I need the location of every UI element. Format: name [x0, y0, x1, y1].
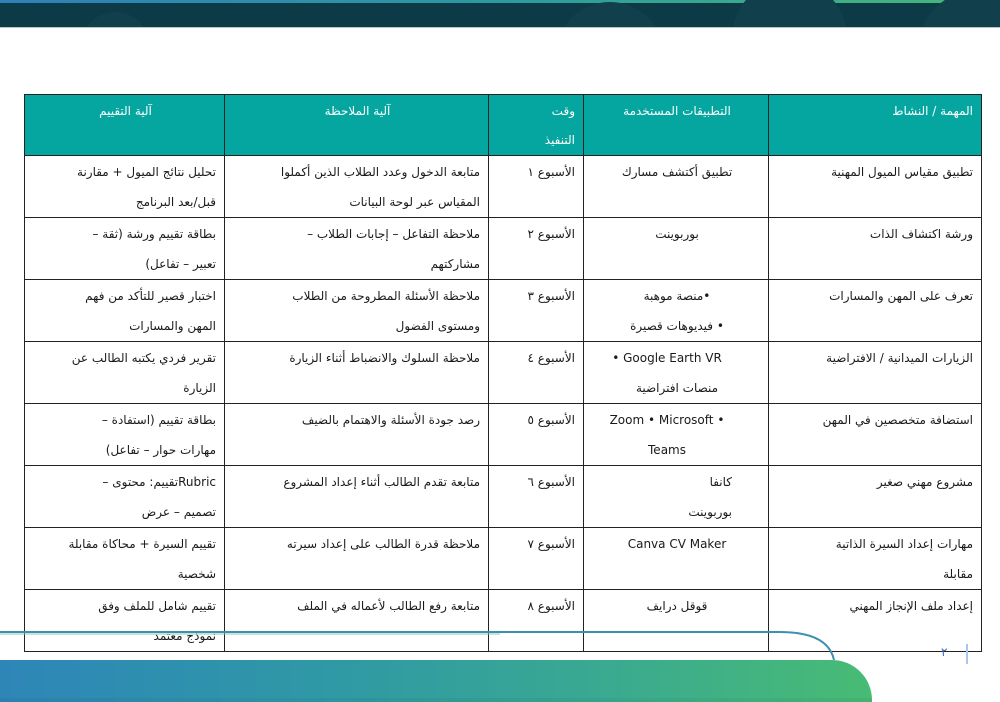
cell-evaluation-line: قبل/بعد البرنامج	[135, 195, 216, 209]
table-row	[25, 156, 982, 218]
cell-apps-line: Google Earth VR •	[612, 351, 722, 365]
header-decor-circle	[555, 2, 665, 27]
table-row	[25, 218, 982, 280]
page-number-divider	[966, 644, 968, 664]
cell-time: الأسبوع ٧	[489, 528, 584, 590]
cell-task-line: إعداد ملف الإنجاز المهني	[849, 599, 973, 613]
cell-observation	[225, 218, 489, 280]
cell-apps	[584, 404, 769, 466]
cell-observation-line: رصد جودة الأسئلة والاهتمام بالضيف	[301, 413, 480, 427]
table-row	[25, 466, 982, 528]
header-task: المهمة / النشاط	[769, 95, 982, 156]
cell-observation-line: متابعة الدخول وعدد الطلاب الذين أكملوا	[280, 165, 480, 179]
cell-task	[769, 528, 982, 590]
cell-task-line: مقابلة	[943, 567, 973, 581]
cell-task	[769, 342, 982, 404]
header-decor-circle	[732, 0, 847, 27]
cell-evaluation-line: نموذج معتمد	[153, 629, 216, 643]
header-time-line1: وقت	[551, 104, 575, 118]
footer-gradient-band	[0, 660, 872, 702]
cell-apps-line: Canva CV Maker	[627, 537, 727, 551]
cell-observation-line: ملاحظة قدرة الطالب على إعداد سيرته	[286, 537, 480, 551]
cell-observation	[225, 280, 489, 342]
cell-apps-line: قوقل درايف	[646, 599, 708, 613]
cell-observation	[225, 404, 489, 466]
table-row	[25, 342, 982, 404]
cell-observation-line: متابعة رفع الطالب لأعماله في الملف	[297, 599, 480, 613]
cell-task-line: تعرف على المهن والمسارات	[829, 289, 973, 303]
cell-evaluation-line: مهارات حوار – تفاعل)	[105, 443, 216, 457]
cell-apps-line: منصات افتراضية	[635, 381, 719, 395]
cell-apps-line: كانفا	[709, 475, 732, 489]
cell-evaluation-line: المهن والمسارات	[129, 319, 216, 333]
cell-observation	[225, 528, 489, 590]
cell-observation	[225, 466, 489, 528]
cell-evaluation-line: تقرير فردي يكتبه الطالب عن	[71, 351, 216, 365]
cell-observation	[225, 342, 489, 404]
cell-evaluation-line: تعبير – تفاعل)	[145, 257, 216, 271]
cell-observation-line: مشاركتهم	[430, 257, 480, 271]
cell-time: الأسبوع ٥	[489, 404, 584, 466]
cell-time: الأسبوع ٤	[489, 342, 584, 404]
cell-task	[769, 404, 982, 466]
cell-observation	[225, 156, 489, 218]
cell-task-line: تطبيق مقياس الميول المهنية	[831, 165, 973, 179]
cell-task	[769, 280, 982, 342]
header-evaluation-label: آلية التقييم	[99, 104, 152, 118]
cell-time: الأسبوع ٨	[489, 590, 584, 652]
cell-task-line: مهارات إعداد السيرة الذاتية	[835, 537, 973, 551]
activities-table	[24, 94, 982, 652]
table-header-row	[25, 95, 982, 156]
header-evaluation	[25, 95, 225, 156]
cell-evaluation-line: الزيارة	[183, 381, 216, 395]
cell-observation-line: ملاحظة التفاعل – إجابات الطلاب –	[307, 227, 480, 241]
cell-task-line: استضافة متخصصين في المهن	[822, 413, 973, 427]
cell-evaluation	[25, 218, 225, 280]
cell-evaluation-line: شخصية	[177, 567, 216, 581]
cell-observation-line: المقياس عبر لوحة البيانات	[349, 195, 480, 209]
cell-apps	[584, 466, 769, 528]
cell-apps-line: • فيديوهات قصيرة	[630, 319, 724, 333]
header-time	[489, 95, 584, 156]
cell-observation-line: متابعة تقدم الطالب أثناء إعداد المشروع	[283, 475, 480, 489]
cell-evaluation-line: تحليل نتائج الميول + مقارنة	[77, 165, 216, 179]
cell-apps	[584, 156, 769, 218]
cell-evaluation	[25, 280, 225, 342]
cell-observation-line: ومستوى الفضول	[395, 319, 480, 333]
decorative-curve-line	[0, 630, 840, 660]
header-divider	[0, 27, 1000, 28]
cell-observation-line: ملاحظة السلوك والانضباط أثناء الزيارة	[289, 351, 480, 365]
cell-evaluation-line: Rubricتقييم: محتوى –	[102, 475, 216, 489]
cell-apps-line: Teams	[648, 443, 686, 457]
table-row	[25, 404, 982, 466]
cell-time: الأسبوع ١	[489, 156, 584, 218]
cell-apps	[584, 528, 769, 590]
cell-time: الأسبوع ٣	[489, 280, 584, 342]
cell-task	[769, 218, 982, 280]
cell-time: الأسبوع ٦	[489, 466, 584, 528]
cell-evaluation-line: بطاقة تقييم ورشة (ثقة –	[92, 227, 216, 241]
cell-apps	[584, 342, 769, 404]
header-gradient-stripe	[0, 0, 1000, 3]
cell-task	[769, 156, 982, 218]
cell-task-line: الزيارات الميدانية / الافتراضية	[826, 351, 973, 365]
cell-time: الأسبوع ٢	[489, 218, 584, 280]
header-decor-circle	[80, 12, 150, 27]
cell-apps	[584, 218, 769, 280]
cell-observation-line: ملاحظة الأسئلة المطروحة من الطلاب	[292, 289, 480, 303]
cell-apps-line: تطبيق أكتشف مسارك	[621, 165, 733, 179]
cell-evaluation-line: تقييم السيرة + محاكاة مقابلة	[68, 537, 216, 551]
cell-task-line: مشروع مهني صغير	[876, 475, 973, 489]
cell-apps-line: بوربوينت	[688, 505, 732, 519]
header-observation	[225, 95, 489, 156]
cell-evaluation	[25, 342, 225, 404]
footer-shadow	[0, 698, 872, 702]
cell-task	[769, 466, 982, 528]
header-time-line2: التنفيذ	[544, 133, 575, 147]
cell-evaluation	[25, 156, 225, 218]
cell-evaluation-line: بطاقة تقييم (استفادة –	[101, 413, 216, 427]
header-decor-circle	[918, 0, 1000, 27]
cell-apps-line: • Zoom • Microsoft	[609, 413, 725, 427]
cell-evaluation	[25, 404, 225, 466]
header-observation-label: آلية الملاحظة	[324, 104, 391, 118]
header-apps-label: التطبيقات المستخدمة	[623, 104, 731, 118]
cell-apps-line: بوربوينت	[655, 227, 699, 241]
page-header-band	[0, 0, 1000, 27]
cell-evaluation-line: تصميم – عرض	[141, 505, 216, 519]
cell-evaluation-line: تقييم شامل للملف وفق	[98, 599, 216, 613]
cell-evaluation	[25, 466, 225, 528]
table-row	[25, 280, 982, 342]
cell-evaluation-line: اختبار قصير للتأكد من فهم	[85, 289, 216, 303]
cell-task-line: ورشة اكتشاف الذات	[869, 227, 973, 241]
page-number: ٢	[941, 645, 948, 659]
header-apps	[584, 95, 769, 156]
cell-apps-line: •منصة موهبة	[643, 289, 711, 303]
table-row	[25, 528, 982, 590]
cell-apps	[584, 280, 769, 342]
cell-evaluation	[25, 528, 225, 590]
activities-table-container	[24, 94, 981, 652]
